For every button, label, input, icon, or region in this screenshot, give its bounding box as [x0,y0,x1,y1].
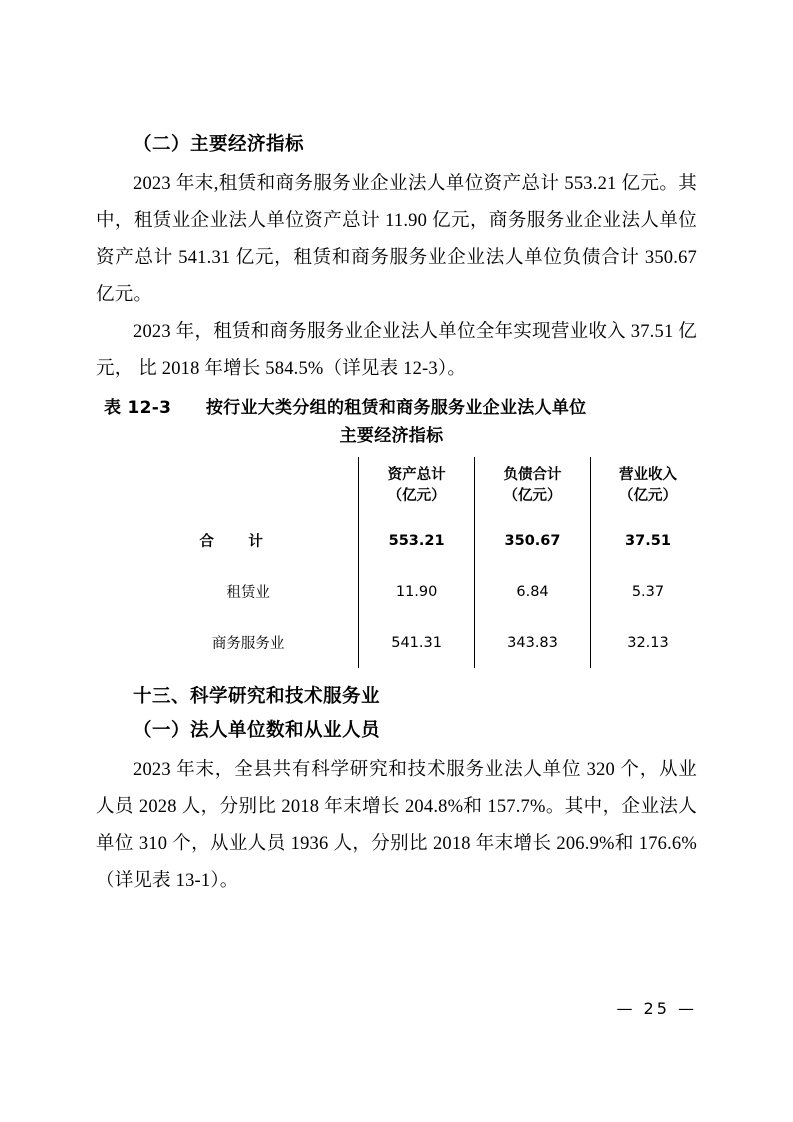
table-cell-assets: 541.31 [359,617,475,668]
table-cell-revenue: 32.13 [590,617,705,668]
table-cell-liabilities: 6.84 [475,566,591,617]
table-cell-assets: 11.90 [359,566,475,617]
table-row-label: 合 计 [199,534,273,551]
table-header-liabilities-line1: 负债合计 [503,467,562,484]
table-caption-line-1: 表 12-3 按行业大类分组的租赁和商务服务业企业法人单位 [104,397,587,418]
paragraph-science-units: 2023 年末，全县共有科学研究和技术服务业法人单位 320 个，从业人员 2028 人，分别比 2018 年末增长 204.8%和 157.7%。其中，企业法人单位 310 个，从业人员 1936 人，分别比 2018 年末增长 206.9%和 176.6%（详见表 13-1）。 [96,759,697,891]
table-header-revenue-line2: （亿元） [618,488,677,505]
table-row-label: 商务服务业 [211,636,285,653]
table-row [104,515,705,566]
table-cell-assets: 553.21 [359,515,475,566]
table-header-liabilities [475,457,591,515]
table-cell-liabilities: 350.67 [475,515,591,566]
section-heading-science-technology: 十三、科学研究和技术服务业 [133,686,381,708]
table-cell-liabilities: 343.83 [475,617,591,668]
table-header-liabilities-line2: （亿元） [503,488,562,505]
table-cell-revenue: 5.37 [590,566,705,617]
page-number: — 25 — [616,999,697,1018]
paragraph-assets-summary: 2023 年末,租赁和商务服务业企业法人单位资产总计 553.21 亿元。其中，租赁业企业法人单位资产总计 11.90 亿元，商务服务业企业法人单位资产总计 541.31 亿元，租赁和商务服务业企业法人单位负债合计 350.67 亿元。 [96,173,697,305]
subsection-heading-economic-indicators: （二）主要经济指标 [133,134,305,155]
table-header-blank [104,457,359,515]
paragraph-revenue-summary: 2023 年，租赁和商务服务业企业法人单位全年实现营业收入 37.51 亿元， 比 2018 年增长 584.5%（详见表 12-3）。 [96,321,697,379]
table-header-revenue-line1: 营业收入 [618,467,677,484]
table-header-row [104,457,705,515]
subsection-heading-units-employees: （一）法人单位数和从业人员 [133,719,381,741]
table-header-assets [359,457,475,515]
table-header-assets-line1: 资产总计 [387,467,446,484]
table-row [104,617,705,668]
table-cell-revenue: 37.51 [590,515,705,566]
table-caption-line-2: 主要经济指标 [339,426,444,447]
economic-indicators-table [104,457,705,668]
table-header-revenue [590,457,705,515]
table-row [104,566,705,617]
table-caption [96,394,697,452]
table-row-label: 租赁业 [226,585,270,602]
table-header-assets-line2: （亿元） [387,488,446,505]
